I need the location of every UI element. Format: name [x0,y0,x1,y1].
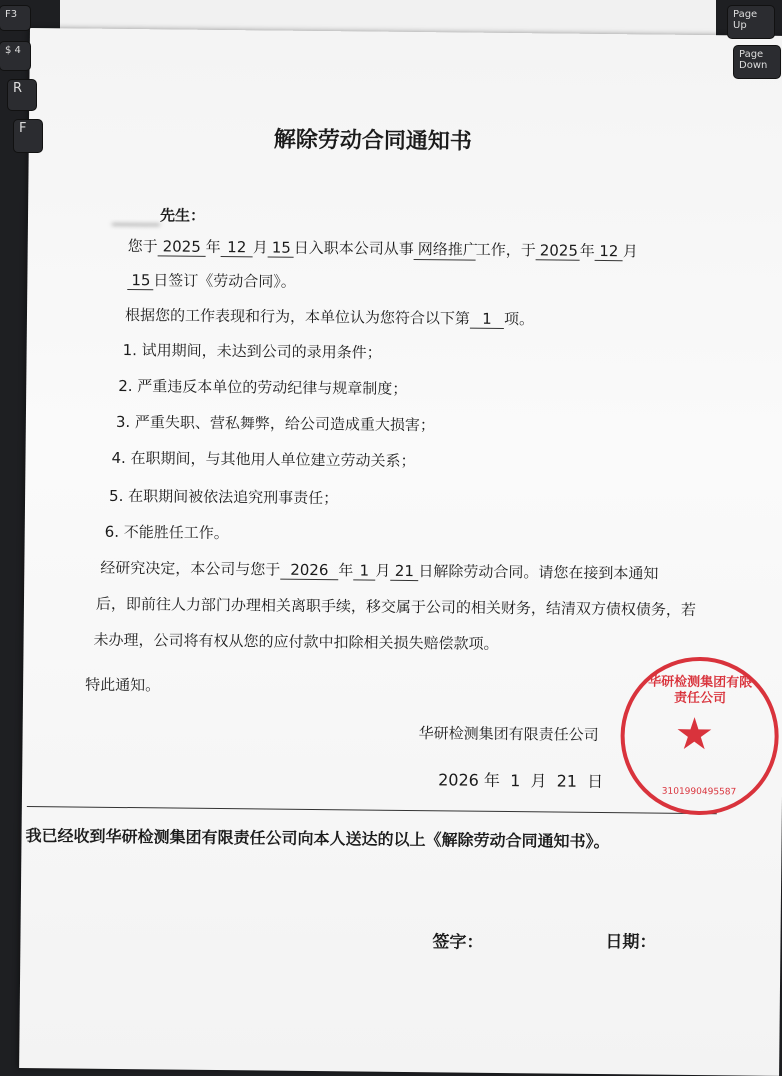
list-item: 5. 在职期间被依法追究刑事责任； [109,486,339,508]
paragraph-criteria: 根据您的工作表现和行为，本单位认为您符合以下第 1 项。 [124,306,535,329]
paragraph-decision-line3: 未办理，公司将有权从您的应付款中扣除相关损失赔偿款项。 [93,630,499,653]
signature-label: 签字： [432,932,484,953]
list-item: 4. 在职期间，与其他用人单位建立劳动关系； [111,448,416,471]
notice-paper [19,28,782,1076]
list-item: 1. 试用期间，未达到公司的录用条件； [122,340,382,362]
paragraph-employment-cont: 15 日签订《劳动合同》。 [127,269,296,292]
key-page-down: Page Down [734,46,780,78]
paragraph-employment: 您于 2025 年 12 月 15 日入职本公司从事 网络推广工作，于 2025 年 12 月 [127,237,638,261]
issue-date: 2026 年 1 月 21 日 [438,770,604,792]
star-icon: ★ [674,708,715,761]
company-name: 华研检测集团有限责任公司 [418,724,599,744]
divider [27,806,717,814]
document-title: 解除劳动合同通知书 [273,127,472,155]
receipt-statement: 我已经收到华研检测集团有限责任公司向本人送达的以上《解除劳动合同通知书》。 [25,825,610,852]
key-f: F [14,120,42,152]
paragraph-decision: 经研究决定，本公司与您于 2026 年 1 月 21 日解除劳动合同。请您在接到本通知 [100,558,659,583]
key-r: R [8,80,36,110]
list-item: 6. 不能胜任工作。 [104,522,229,543]
date-label: 日期： [605,932,657,953]
seal-number: 3101990495587 [661,786,737,798]
key-page-up: Page Up [728,6,774,38]
list-item: 3. 严重失职、营私舞弊，给公司造成重大损害； [115,412,436,435]
key-4: $ 4 [0,42,30,70]
list-item: 2. 严重违反本单位的劳动纪律与规章制度； [118,376,408,398]
seal-text: 华研检测集团有限责任公司 [648,674,753,707]
closing: 特此通知。 [85,675,161,695]
paragraph-decision-line2: 后，即前往人力部门办理相关离职手续，移交属于公司的相关财务，结清双方债权债务，若 [95,594,697,620]
salutation: 先生： [112,204,205,226]
company-seal [620,656,780,816]
key-f3: F3 [0,6,30,30]
